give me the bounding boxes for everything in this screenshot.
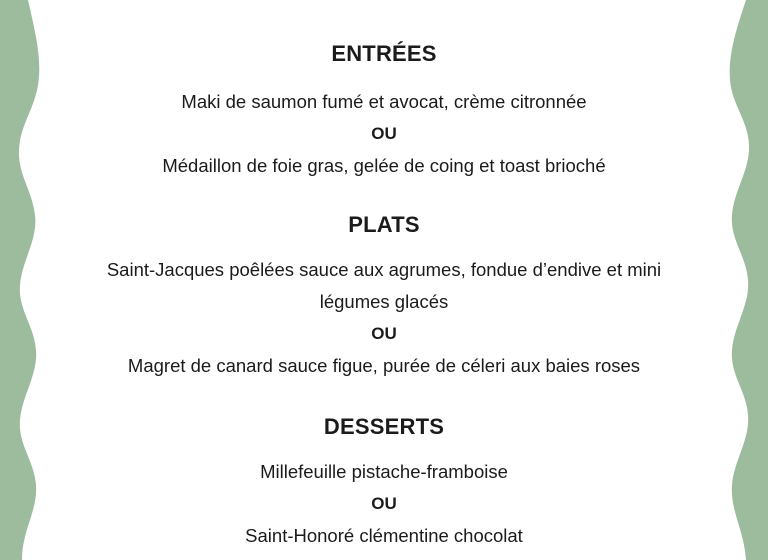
or-separator: OU (371, 124, 397, 143)
section-plats (70, 214, 698, 382)
section-title-desserts: DESSERTS (323, 414, 445, 439)
section-title-entrees: ENTRÉES (331, 41, 437, 66)
right-wave-border (708, 0, 768, 560)
section-entrees (70, 43, 698, 182)
menu-item: Maki de saumon fumé et avocat, crème citronnée (181, 91, 587, 112)
menu-item: légumes glacés (319, 291, 449, 312)
menu-item: Magret de canard sauce figue, purée de céleri aux baies roses (127, 355, 641, 376)
menu-item: Médaillon de foie gras, gelée de coing et toast brioché (162, 155, 606, 176)
left-wave-border (0, 0, 60, 560)
menu-item: Saint-Honoré clémentine chocolat (245, 525, 523, 546)
menu-item: Millefeuille pistache-framboise (260, 461, 508, 482)
or-separator: OU (371, 494, 397, 513)
or-separator: OU (371, 324, 397, 343)
section-title-plats: PLATS (348, 212, 420, 237)
section-desserts (70, 416, 698, 552)
menu-item: Saint-Jacques poêlées sauce aux agrumes, fondue d’endive et mini (106, 259, 662, 280)
